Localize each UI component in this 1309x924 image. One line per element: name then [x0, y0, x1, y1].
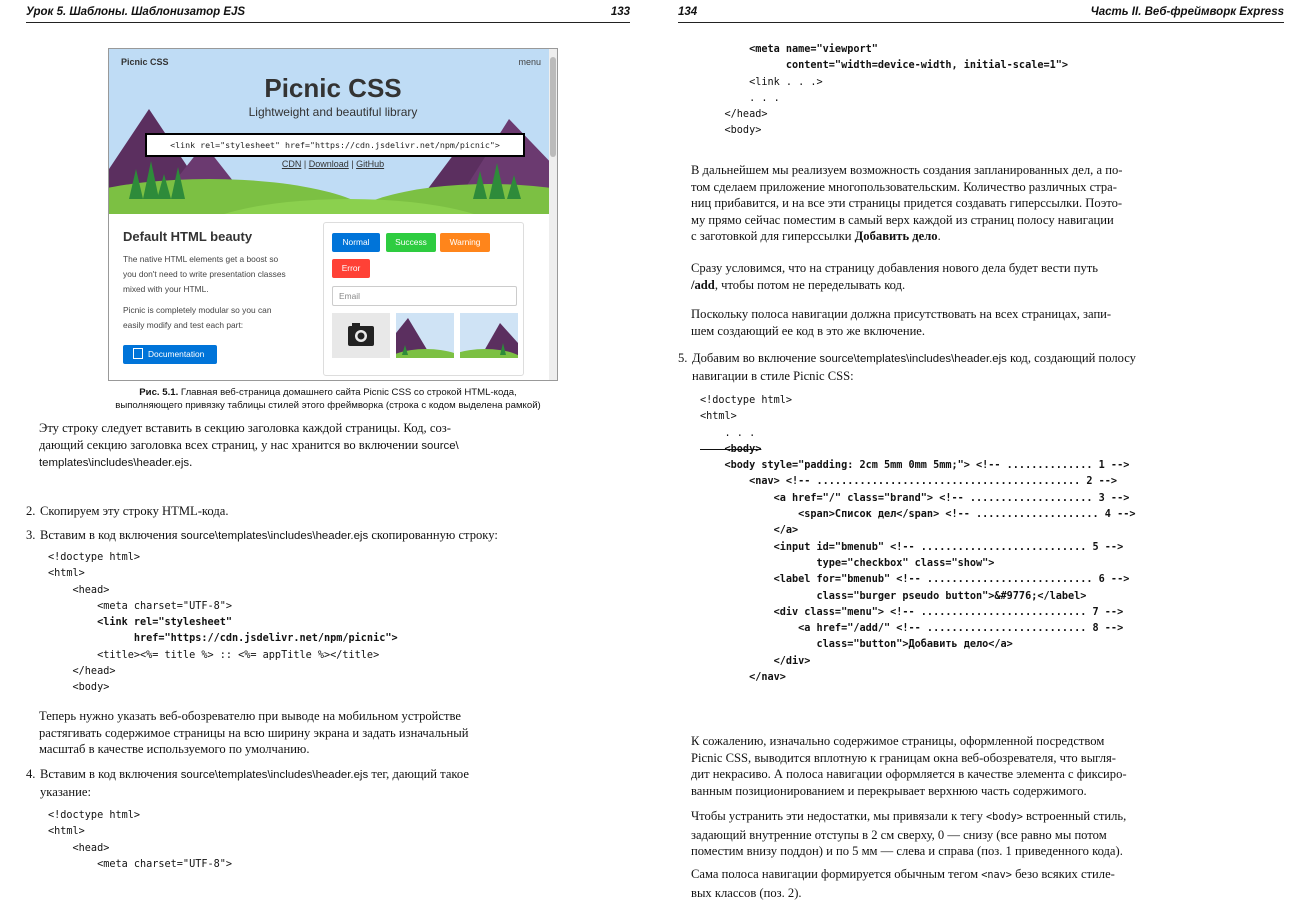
figure-button-warning: Warning	[440, 233, 490, 252]
left-page-number: 133	[610, 6, 630, 18]
figure-email-input: Email	[332, 286, 517, 306]
paragraph-after-figure: Эту строку следует вставить в секцию заголовка каждой страницы. Код, соз- дающий секцию заголовка всех страниц, у нас хранится во включении source\ templates\includes\header.ejs.	[39, 421, 459, 469]
figure-image-tile-1	[396, 313, 454, 358]
left-header-title: Урок 5. Шаблоны. Шаблонизатор EJS	[26, 6, 246, 18]
figure-image-tile-2	[460, 313, 518, 358]
paragraph-add-path: Сразу условимся, что на страницу добавления нового дела будет вести путь /add, чтобы потом не переделывать код.	[691, 261, 1099, 292]
paragraph-picnic-issues: К сожалению, изначально содержимое страницы, оформленной посредством Picnic CSS, выводится вплотную к границам окна веб-обозревателя, что выгля- дит некрасиво. А полоса навигации оформляется в качестве элемента с фиксиро- ванным позиционированием и перекрывает верхнюю часть содержимого.	[691, 734, 1127, 798]
figure-para2: Picnic is completely modular so you can easily modify and test each part:	[123, 305, 272, 330]
figure-para1: The native HTML elements get a boost so you don't need to write presentation classes mixed with your HTML.	[123, 254, 286, 294]
figure-documentation-button: Documentation	[123, 345, 217, 364]
list-item-2: 2. Скопируем эту строку HTML-кода.	[26, 504, 229, 518]
code-block-1: <!doctype html> <html> <head> <meta charset="UTF-8"> <link rel="stylesheet" href="https://cdn.jsdelivr.net/npm/picnic"> <title><%= title %> :: <%= appTitle %></title> </head> <body>	[48, 552, 398, 694]
right-page-number: 134	[678, 6, 698, 18]
right-page	[678, 0, 1284, 924]
figure-button-normal: Normal	[332, 233, 380, 252]
book-icon	[133, 348, 143, 359]
figure-links: CDN | Download | GitHub	[281, 159, 385, 169]
figure-picnic-screenshot	[108, 48, 558, 381]
figure-menu-link: menu	[518, 57, 541, 67]
landscape-thumbnail-icon	[460, 313, 518, 358]
paragraph-include: Поскольку полоса навигации должна присутствовать на всех страницах, запи- шем создающий ее код в это же включение.	[691, 307, 1112, 338]
right-page-header	[678, 0, 1284, 23]
figure-hero-title: Picnic CSS	[264, 73, 402, 103]
figure-code-line-highlighted: <link rel="stylesheet" href="https://cdn.jsdelivr.net/npm/picnic">	[145, 133, 525, 157]
paragraph-body-style: Чтобы устранить эти недостатки, мы привязали к тегу <body> встроенный стиль, задающий внутренние отступы в 2 см сверху, 0 — снизу (все равно мы потом поместим внизу поддон) и по 5 мм — слева и справа (поз. 1 приведенного кода).	[691, 809, 1127, 858]
figure-caption: Рис. 5.1. Главная веб-страница домашнего сайта Picnic CSS со строкой HTML-кода, выполняющего привязку таблицы стилей этого фреймворка (строка с кодом выделена рамкой)	[115, 387, 541, 411]
code-block-nav: <!doctype html> <html> . . . <body> <body style="padding: 2cm 5mm 0mm 5mm;"> <!-- .............. 1 --> <nav> <!-- ........................................... 2 --> <a href="/" class="brand"> <!-- .................... 3 --> <span>Список дел</span> <!-- .................... 4 --> </a> <input id="bmenub" <!-- ........................... 5 --> type="checkbox" class="show"> <label for="bmenub" <!-- ........................... 6 --> class="burger pseudo button">&#9776;</label> <div class="menu"> <!-- ........................... 7 --> <a href="/add/" <!-- .......................... 8 --> class="button">Добавить дело</a> </div> </nav>	[700, 395, 1136, 684]
paragraph-nav-tag: Сама полоса навигации формируется обычным тегом <nav> безо всяких стиле- вых классов (поз. 2).	[691, 867, 1115, 900]
left-page-header	[26, 0, 630, 23]
list-item-4: 4. Вставим в код включения source\templates\includes\header.ejs тег, дающий такое указание:	[26, 767, 469, 799]
hero-banner	[109, 49, 557, 214]
landscape-thumbnail-icon	[396, 313, 454, 358]
paragraph-viewport: Теперь нужно указать веб-обозревателю при выводе на мобильном устройстве растягивать содержимое страницы на всю ширину экрана и задать изначальный масштаб в качестве используемого по умолчанию.	[39, 709, 469, 756]
left-page	[26, 0, 630, 924]
figure-section-heading: Default HTML beauty	[123, 229, 253, 244]
figure-brand: Picnic CSS	[121, 57, 169, 67]
camera-icon	[332, 313, 390, 358]
paragraph-navigation-intro: В дальнейшем мы реализуем возможность создания запланированных дел, а по- том сделаем приложение многопользовательским. Количество различных стра- ниц прибавится, и на все эти страницы придется создавать гиперссылки. Поэто- му прямо сейчас поместим в самый верх каждой из страниц полосу навигации с заготовкой для гиперссылки Добавить дело.	[691, 163, 1123, 243]
figure-scrollbar-thumb	[550, 57, 556, 157]
code-block-viewport: <meta name="viewport" content="width=device-width, initial-scale=1"> <link . . .> . . . </head> <body>	[700, 44, 1069, 137]
figure-button-success: Success	[386, 233, 436, 252]
figure-scrollbar	[549, 49, 557, 380]
list-item-3: 3. Вставим в код включения source\templates\includes\header.ejs скопированную строку:	[26, 528, 498, 542]
figure-camera-tile	[332, 313, 390, 358]
figure-link-cdn: CDN	[281, 159, 302, 169]
code-block-2: <!doctype html> <html> <head> <meta charset="UTF-8">	[48, 810, 233, 870]
figure-link-download: Download	[308, 159, 349, 169]
figure-demo-panel	[323, 222, 524, 376]
figure-hero-subtitle: Lightweight and beautiful library	[248, 105, 418, 119]
figure-link-github: GitHub	[356, 159, 385, 169]
right-header-title: Часть II. Веб-фреймворк Express	[1090, 6, 1284, 18]
list-item-5: 5. Добавим во включение source\templates\includes\header.ejs код, создающий полосу навигации в стиле Picnic CSS:	[678, 351, 1136, 383]
figure-button-error: Error	[332, 259, 370, 278]
